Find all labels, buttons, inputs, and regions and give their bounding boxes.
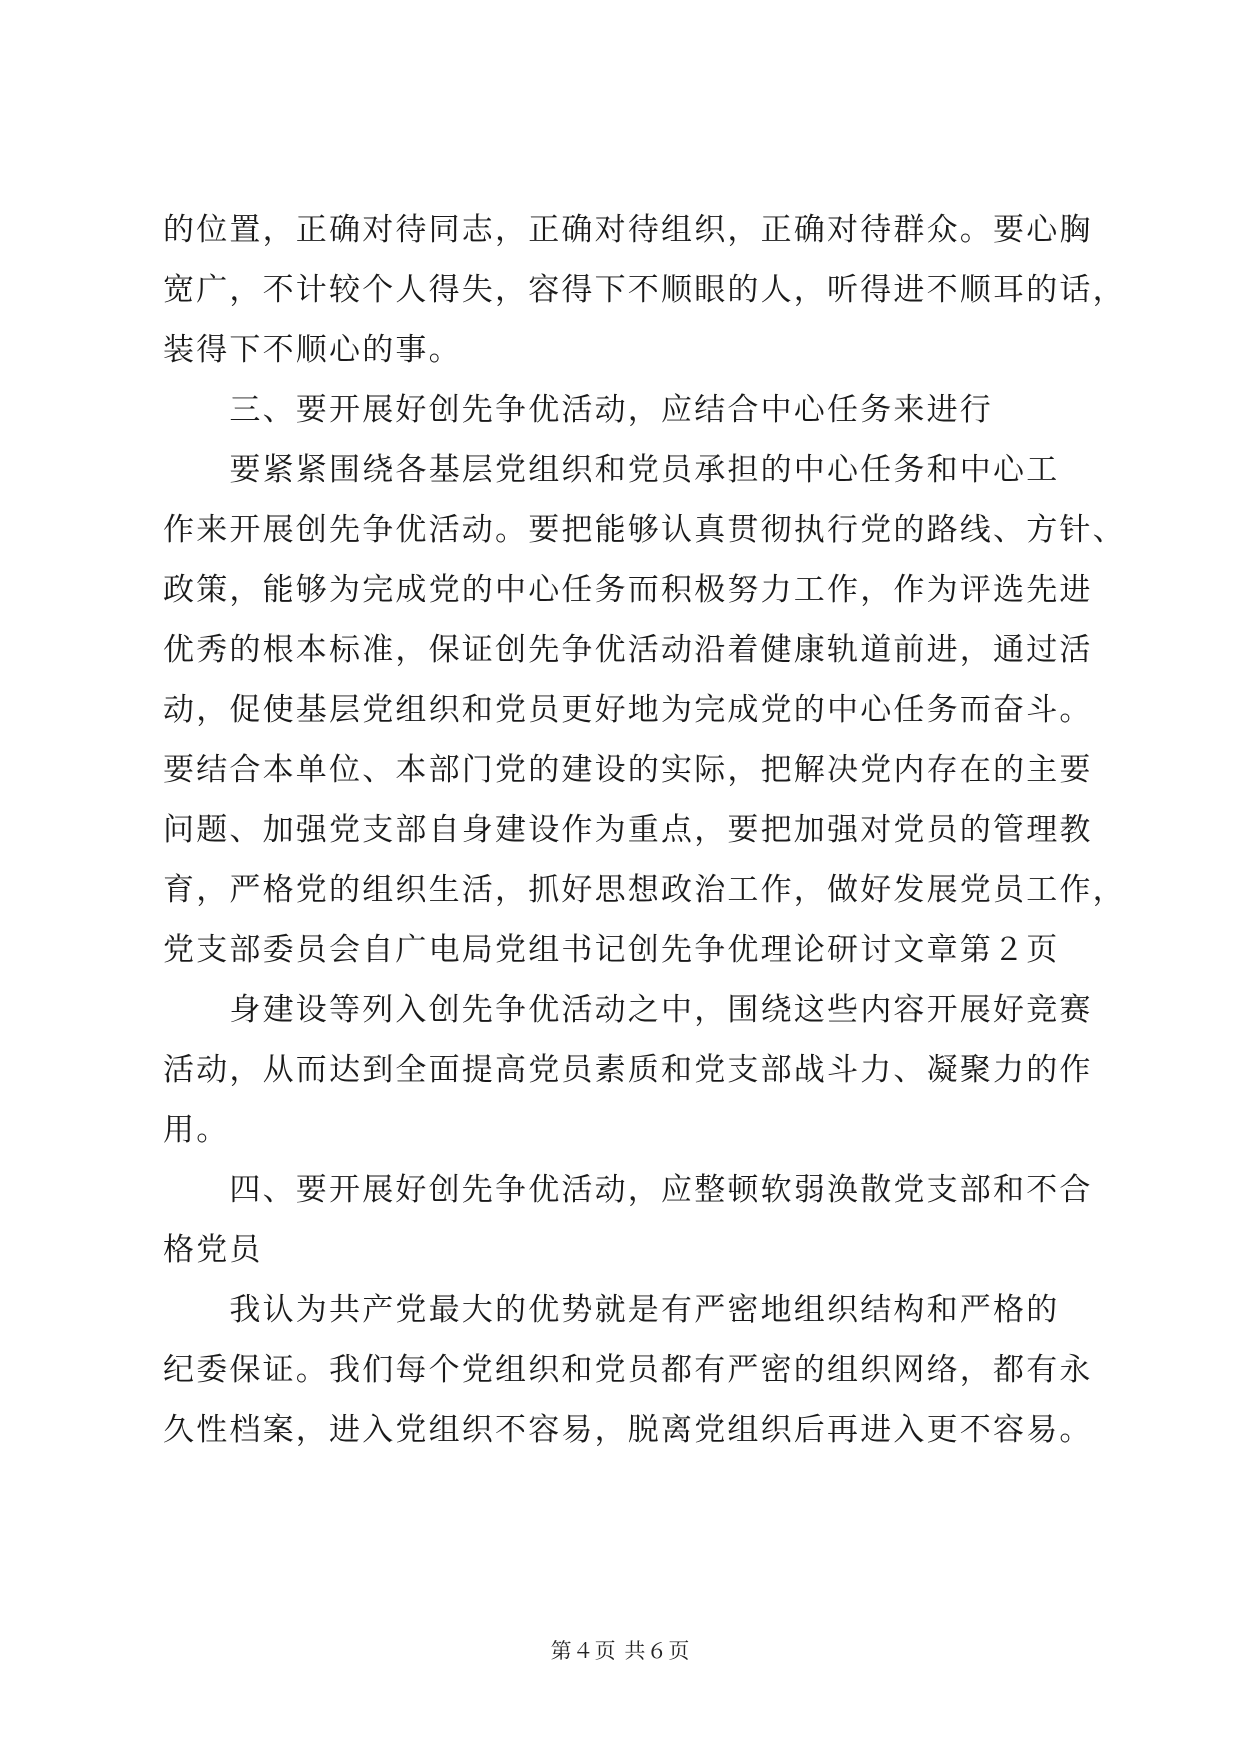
text-line: 党支部委员会自广电局党组书记创先争优理论研讨文章第２页 — [163, 932, 1060, 968]
text-line: 宽广，不计较个人得失，容得下不顺眼的人，听得进不顺耳的话， — [163, 272, 1126, 308]
text-line: 政策，能够为完成党的中心任务而积极努力工作，作为评选先进 — [163, 572, 1093, 608]
section-heading: 四、要开展好创先争优活动，应整顿软弱涣散党支部和不合 — [163, 1172, 1093, 1208]
text-line: 作来开展创先争优活动。要把能够认真贯彻执行党的路线、方针、 — [163, 512, 1126, 548]
text-line: 育，严格党的组织生活，抓好思想政治工作，做好发展党员工作， — [163, 872, 1126, 908]
text-line: 身建设等列入创先争优活动之中，围绕这些内容开展好竞赛 — [163, 992, 1093, 1028]
text-line: 活动，从而达到全面提高党员素质和党支部战斗力、凝聚力的作 — [163, 1052, 1093, 1088]
text-line: 的位置，正确对待同志，正确对待组织，正确对待群众。要心胸 — [163, 212, 1093, 248]
section-heading: 格党员 — [163, 1232, 263, 1268]
text-line: 要结合本单位、本部门党的建设的实际，把解决党内存在的主要 — [163, 752, 1093, 788]
text-line: 问题、加强党支部自身建设作为重点，要把加强对党员的管理教 — [163, 812, 1093, 848]
page-footer: 第４页 共６页 — [550, 1639, 691, 1663]
section-heading: 三、要开展好创先争优活动，应结合中心任务来进行 — [163, 392, 993, 428]
text-line: 优秀的根本标准，保证创先争优活动沿着健康轨道前进，通过活 — [163, 632, 1093, 668]
text-line: 要紧紧围绕各基层党组织和党员承担的中心任务和中心工 — [163, 452, 1060, 488]
text-line: 纪委保证。我们每个党组织和党员都有严密的组织网络，都有永 — [163, 1352, 1093, 1388]
text-line: 装得下不顺心的事。 — [163, 332, 462, 368]
text-line: 久性档案，进入党组织不容易，脱离党组织后再进入更不容易。 — [163, 1412, 1093, 1448]
text-line: 动，促使基层党组织和党员更好地为完成党的中心任务而奋斗。 — [163, 692, 1093, 728]
text-line: 用。 — [163, 1112, 230, 1148]
text-line: 我认为共产党最大的优势就是有严密地组织结构和严格的 — [163, 1292, 1060, 1328]
